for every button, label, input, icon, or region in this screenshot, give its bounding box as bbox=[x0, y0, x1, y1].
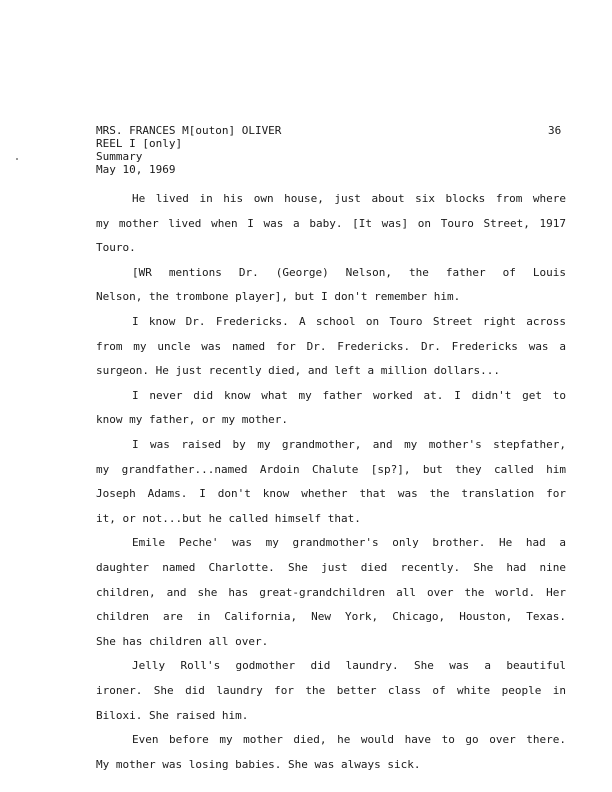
transcript-line: children, and she has great-grandchildren all over the world. Her bbox=[96, 585, 566, 599]
transcript-line: Nelson, the trombone player], but I don't remember him. bbox=[96, 290, 461, 304]
transcript-line: Emile Peche' was my grandmother's only brother. He had a bbox=[132, 536, 566, 550]
interview-date: May 10, 1969 bbox=[96, 163, 176, 176]
transcript-line: My mother was losing babies. She was always sick. bbox=[96, 757, 421, 771]
transcript-line: Biloxi. She raised him. bbox=[96, 708, 249, 722]
transcript-line: daughter named Charlotte. She just died recently. She had nine bbox=[96, 561, 566, 574]
transcript-line: She has children all over. bbox=[96, 634, 269, 648]
transcript-line: Touro. bbox=[96, 241, 136, 255]
transcript-line: surgeon. He just recently died, and left a million dollars... bbox=[96, 364, 500, 378]
page-number: 36 bbox=[548, 124, 562, 137]
transcript-line: I know Dr. Fredericks. A school on Touro Street right across bbox=[132, 315, 566, 328]
transcript-line: [WR mentions Dr. (George) Nelson, the father of Louis bbox=[132, 265, 566, 279]
scan-speck bbox=[16, 158, 18, 160]
document-type: Summary bbox=[96, 150, 143, 163]
transcript-line: my grandfather...named Ardoin Chalute [sp?], but they called him bbox=[96, 462, 566, 476]
transcript-line: know my father, or my mother. bbox=[96, 413, 289, 427]
transcript-line: Jelly Roll's godmother did laundry. She was a beautiful bbox=[132, 659, 566, 673]
transcript-line: children are in California, New York, Chicago, Houston, Texas. bbox=[96, 610, 566, 624]
transcript-line: Even before my mother died, he would have to go over there. bbox=[132, 733, 566, 747]
transcript-line: He lived in his own house, just about six blocks from where bbox=[132, 192, 566, 205]
transcript-line: I was raised by my grandmother, and my mother's stepfather, bbox=[132, 438, 566, 451]
transcript-line: it, or not...but he called himself that. bbox=[96, 511, 361, 525]
reel-label: REEL I [only] bbox=[96, 137, 183, 150]
transcript-line: ironer. She did laundry for the better class of white people in bbox=[96, 684, 566, 697]
transcript-line: I never did know what my father worked at. I didn't get to bbox=[132, 388, 566, 402]
transcript-line: my mother lived when I was a baby. [It was] on Touro Street, 1917 bbox=[96, 216, 566, 230]
transcript-line: Joseph Adams. I don't know whether that was the translation for bbox=[96, 487, 566, 501]
interviewee-name: MRS. FRANCES M[outon] OLIVER bbox=[96, 124, 282, 137]
document-header bbox=[96, 124, 281, 176]
transcript-line: from my uncle was named for Dr. Fredericks. Dr. Fredericks was a bbox=[96, 339, 566, 353]
